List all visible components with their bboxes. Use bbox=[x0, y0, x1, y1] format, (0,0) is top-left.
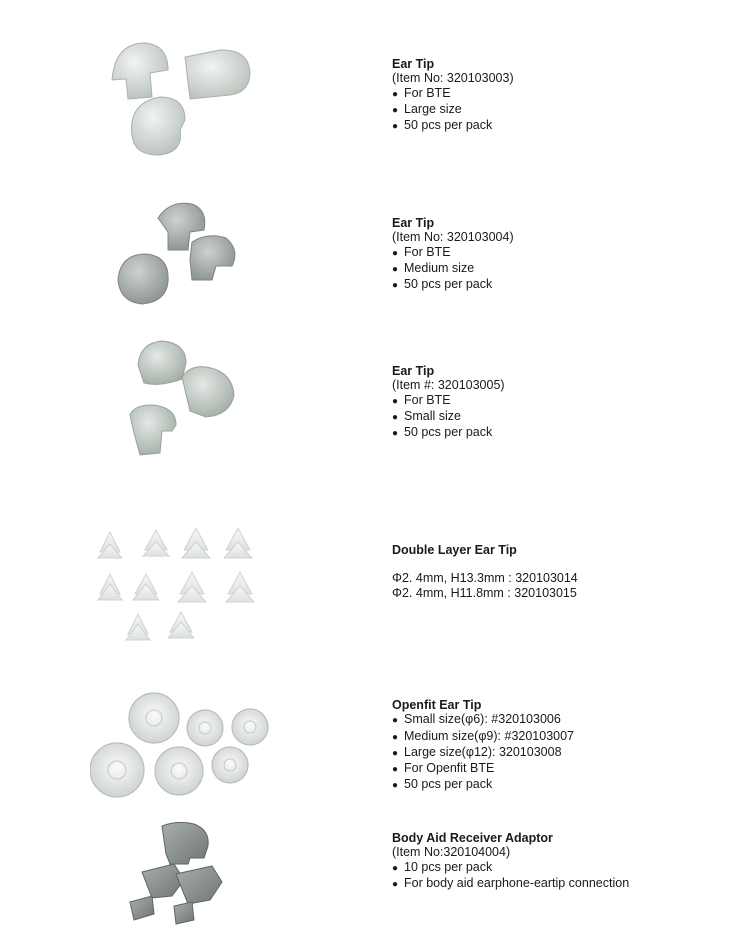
bullet-item: ● 50 pcs per pack bbox=[392, 777, 732, 793]
product-title: Ear Tip bbox=[392, 364, 435, 378]
product-info bbox=[392, 543, 732, 600]
product-title: Ear Tip bbox=[392, 216, 435, 230]
product-title: Body Aid Receiver Adaptor bbox=[392, 831, 553, 845]
bullet-item: ● For BTE bbox=[392, 245, 732, 261]
bullet-item: ● Large size(φ12): 320103008 bbox=[392, 745, 732, 761]
product-photo bbox=[90, 335, 290, 460]
product-title: Ear Tip bbox=[392, 57, 435, 71]
product-info bbox=[392, 364, 732, 441]
bullet-item: ● Small size(φ6): #320103006 bbox=[392, 712, 732, 728]
product-photo bbox=[90, 692, 290, 804]
product-photo bbox=[90, 818, 290, 930]
bullet-item: ● 50 pcs per pack bbox=[392, 425, 732, 441]
bullet-item: ● For body aid earphone-eartip connection bbox=[392, 876, 732, 892]
spec-line: Φ2. 4mm, H11.8mm : 320103015 bbox=[392, 585, 577, 600]
item-number: (Item No: 320103004) bbox=[392, 230, 514, 245]
bullet-item: ● For Openfit BTE bbox=[392, 761, 732, 777]
bullet-item: ● 50 pcs per pack bbox=[392, 277, 732, 293]
product-info bbox=[392, 831, 732, 892]
product-title: Double Layer Ear Tip bbox=[392, 543, 517, 557]
item-number: (Item No: 320103003) bbox=[392, 71, 514, 86]
product-photo bbox=[90, 522, 290, 650]
bullet-item: ● For BTE bbox=[392, 393, 732, 409]
bullet-item: ● Medium size bbox=[392, 261, 732, 277]
product-photo bbox=[90, 198, 290, 313]
product-info bbox=[392, 698, 732, 794]
bullet-item: ● Medium size(φ9): #320103007 bbox=[392, 729, 732, 745]
product-photo bbox=[90, 35, 290, 160]
spec-line: Φ2. 4mm, H13.3mm : 320103014 bbox=[392, 571, 578, 586]
product-info bbox=[392, 216, 732, 293]
bullet-item: ● 50 pcs per pack bbox=[392, 118, 732, 134]
bullet-item: ● For BTE bbox=[392, 86, 732, 102]
bullet-item: ● Small size bbox=[392, 409, 732, 425]
bullet-item: ● 10 pcs per pack bbox=[392, 860, 732, 876]
item-number: (Item No:320104004) bbox=[392, 845, 511, 860]
item-number: (Item #: 320103005) bbox=[392, 378, 505, 393]
bullet-item: ● Large size bbox=[392, 102, 732, 118]
product-title: Openfit Ear Tip bbox=[392, 698, 482, 712]
product-info bbox=[392, 57, 732, 134]
